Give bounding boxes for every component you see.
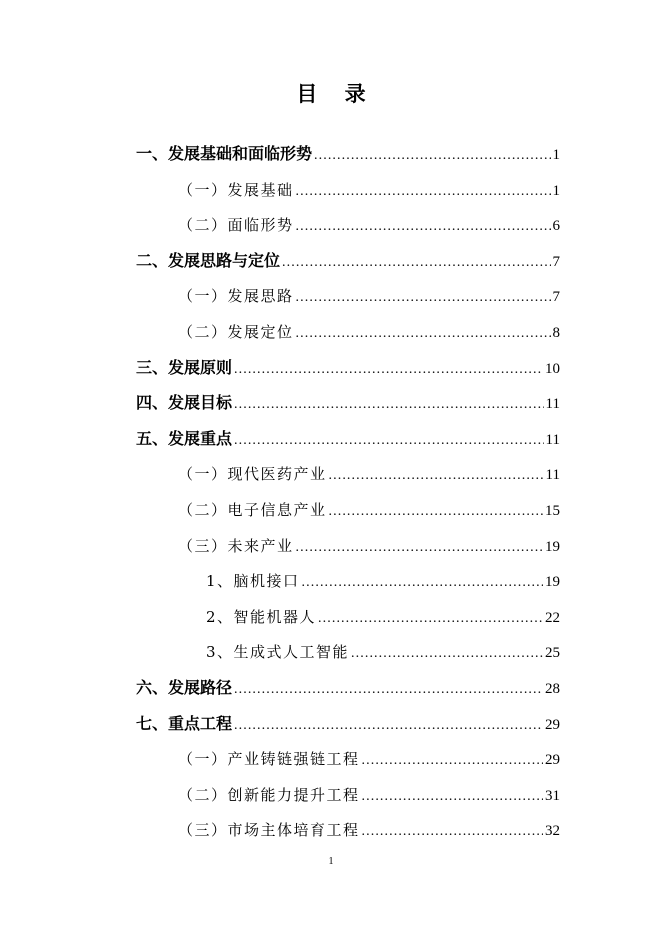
- toc-entry[interactable]: [178, 214, 560, 236]
- toc-entry[interactable]: [178, 285, 560, 307]
- toc-entry-page: 25: [545, 645, 560, 662]
- toc-entry-label: 一、发展基础和面临形势: [136, 144, 313, 163]
- toc-entry-page: 29: [545, 716, 560, 733]
- toc-dot-leader: [362, 821, 543, 843]
- toc-entry-page: 6: [552, 218, 560, 235]
- toc-entry-label: 六、发展路径: [136, 678, 233, 697]
- toc-entry[interactable]: [136, 713, 560, 735]
- toc-entry[interactable]: [178, 784, 560, 806]
- toc-entry-page: 22: [545, 609, 560, 626]
- toc-entry-page: 32: [545, 823, 560, 840]
- toc-entry-label: （一）发展思路: [178, 287, 294, 306]
- toc-dot-leader: [282, 252, 550, 274]
- toc-dot-leader: [362, 786, 543, 808]
- toc-entry-label: （三）未来产业: [178, 536, 294, 555]
- toc-entry[interactable]: [206, 606, 560, 628]
- toc-entry-label: （二）面临形势: [178, 216, 294, 235]
- toc-entry[interactable]: [206, 641, 560, 663]
- toc-entry-page: 10: [545, 360, 560, 377]
- toc-dot-leader: [329, 465, 544, 487]
- toc-entry[interactable]: [178, 321, 560, 343]
- toc-entry[interactable]: [136, 392, 560, 414]
- toc-entry[interactable]: [206, 570, 560, 592]
- toc-entry-label: （三）市场主体培育工程: [178, 821, 360, 840]
- toc-entry-page: 7: [552, 289, 560, 306]
- toc-entry-label: （二）创新能力提升工程: [178, 785, 360, 804]
- toc-dot-leader: [234, 430, 544, 452]
- toc-dot-leader: [314, 145, 550, 167]
- toc-entry[interactable]: [178, 748, 560, 770]
- toc-dot-leader: [296, 181, 551, 203]
- toc-entry[interactable]: [178, 819, 560, 841]
- toc-entry-label: （一）现代医药产业: [178, 465, 327, 484]
- toc-dot-leader: [234, 679, 543, 701]
- toc-entry[interactable]: [136, 428, 560, 450]
- page-number: 1: [328, 856, 334, 867]
- toc-dot-leader: [234, 359, 543, 381]
- toc-entry-page: 29: [545, 752, 560, 769]
- toc-entry-page: 8: [552, 325, 560, 341]
- toc-entry-label: 3、生成式人工智能: [206, 643, 350, 662]
- toc-dot-leader: [234, 715, 543, 737]
- toc-entry[interactable]: [178, 535, 560, 557]
- toc-entry-label: （一）发展基础: [178, 180, 294, 199]
- toc-dot-leader: [296, 216, 551, 238]
- toc-dot-leader: [318, 608, 543, 630]
- toc-entry[interactable]: [136, 677, 560, 699]
- toc-entry-label: （二）发展定位: [178, 323, 294, 341]
- toc-entry-label: 五、发展重点: [136, 428, 233, 448]
- toc-entry-label: 2、智能机器人: [206, 607, 317, 626]
- toc-dot-leader: [234, 394, 544, 416]
- toc-entry[interactable]: [178, 179, 560, 201]
- toc-entry-label: 二、发展思路与定位: [136, 250, 281, 270]
- toc-dot-leader: [296, 287, 551, 309]
- toc-entry-page: 1: [552, 147, 560, 163]
- toc-entry-page: 11: [545, 467, 560, 484]
- toc-entry-page: 11: [545, 396, 560, 413]
- toc-entry-label: 三、发展原则: [136, 357, 233, 377]
- toc-entry-page: 15: [545, 503, 560, 519]
- toc-entry-label: （一）产业铸链强链工程: [178, 750, 360, 769]
- toc-dot-leader: [302, 572, 543, 594]
- toc-entry[interactable]: [136, 250, 560, 272]
- toc-entry-page: 19: [545, 538, 560, 555]
- toc-entry[interactable]: [136, 143, 560, 165]
- toc-entry-label: 四、发展目标: [136, 393, 233, 413]
- toc-entry-page: 11: [545, 431, 560, 448]
- toc-entry-page: 1: [552, 182, 560, 199]
- toc-dot-leader: [351, 643, 543, 665]
- toc-dot-leader: [296, 323, 551, 345]
- toc-entry-page: 28: [545, 681, 560, 697]
- toc-entry-page: 7: [552, 253, 560, 270]
- toc-dot-leader: [329, 501, 543, 523]
- toc-entry-label: （二）电子信息产业: [178, 501, 327, 519]
- toc-entry-page: 31: [545, 787, 560, 804]
- toc-entry[interactable]: [136, 357, 560, 379]
- toc-entry[interactable]: [178, 463, 560, 485]
- page-title: 目 录: [296, 82, 376, 106]
- toc-entry-page: 19: [545, 574, 560, 591]
- toc-dot-leader: [296, 537, 543, 559]
- toc-entry-label: 1、脑机接口: [206, 572, 300, 591]
- toc-entry[interactable]: [178, 499, 560, 521]
- toc-entry-label: 七、重点工程: [136, 713, 233, 733]
- toc-dot-leader: [362, 750, 543, 772]
